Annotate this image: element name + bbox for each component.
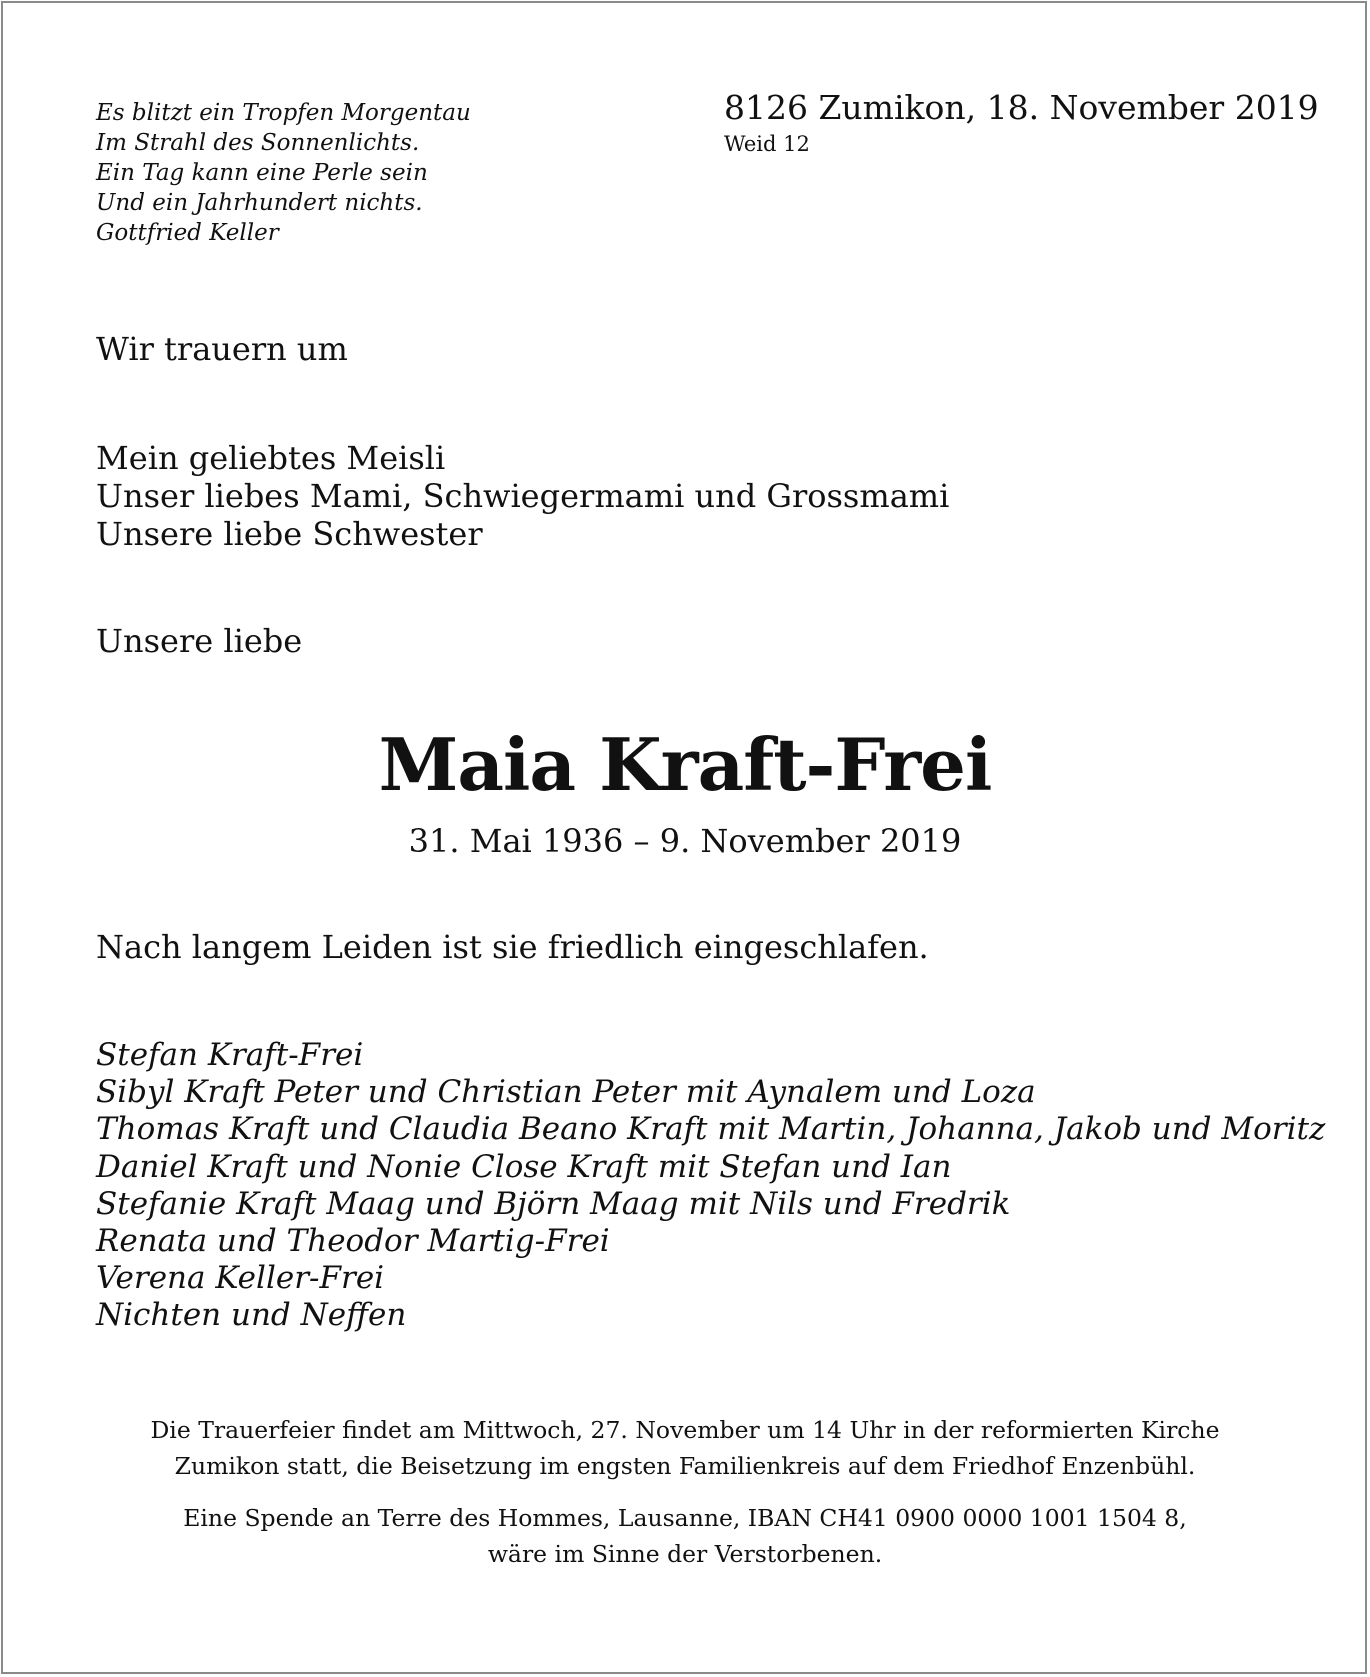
ceremony-line: Die Trauerfeier findet am Mittwoch, 27. November um 14 Uhr in der reformierten Kirche xyxy=(150,1416,1220,1444)
family-list xyxy=(96,1037,1325,1335)
dear-line: Unsere liebe xyxy=(96,622,303,660)
relation-line: Unser liebes Mami, Schwiegermami und Grossmami xyxy=(96,477,950,515)
family-member: Nichten und Neffen xyxy=(96,1297,407,1334)
family-member: Sibyl Kraft Peter und Christian Peter mit Aynalem und Loza xyxy=(96,1074,1036,1111)
relations-block xyxy=(96,439,949,553)
poem-line: Es blitzt ein Tropfen Morgentau xyxy=(96,100,471,126)
donation-line: wäre im Sinne der Verstorbenen. xyxy=(487,1540,883,1568)
family-member: Verena Keller-Frei xyxy=(96,1260,385,1297)
address: Weid 12 xyxy=(724,132,810,156)
deceased-name: Maia Kraft-Frei xyxy=(378,722,992,807)
poem-author: Gottfried Keller xyxy=(96,220,279,246)
mourn-line: Wir trauern um xyxy=(96,330,348,368)
relation-line: Mein geliebtes Meisli xyxy=(96,439,446,477)
family-member: Daniel Kraft und Nonie Close Kraft mit Stefan und Ian xyxy=(96,1148,952,1185)
poem-quote xyxy=(96,98,471,248)
family-member: Stefanie Kraft Maag und Björn Maag mit Nils und Fredrik xyxy=(96,1185,1011,1222)
lifespan: 31. Mai 1936 – 9. November 2019 xyxy=(408,822,962,860)
passing-line: Nach langem Leiden ist sie friedlich eingeschlafen. xyxy=(96,928,929,966)
family-member: Thomas Kraft und Claudia Beano Kraft mit Martin, Johanna, Jakob und Moritz xyxy=(96,1111,1326,1148)
family-member: Stefan Kraft-Frei xyxy=(96,1037,364,1073)
relation-line: Unsere liebe Schwester xyxy=(96,515,483,553)
donation-line: Eine Spende an Terre des Hommes, Lausanne, IBAN CH41 0900 0000 1001 1504 8, xyxy=(183,1504,1187,1532)
poem-line: Im Strahl des Sonnenlichts. xyxy=(96,130,420,156)
donation-notice xyxy=(0,1500,1370,1572)
family-member: Renata und Theodor Martig-Frei xyxy=(96,1223,610,1260)
ceremony-notice xyxy=(0,1412,1370,1484)
place-date: 8126 Zumikon, 18. November 2019 xyxy=(724,88,1319,127)
poem-line: Ein Tag kann eine Perle sein xyxy=(96,160,428,186)
poem-line: Und ein Jahrhundert nichts. xyxy=(96,190,423,216)
ceremony-line: Zumikon statt, die Beisetzung im engsten Familienkreis auf dem Friedhof Enzenbühl. xyxy=(174,1452,1196,1480)
